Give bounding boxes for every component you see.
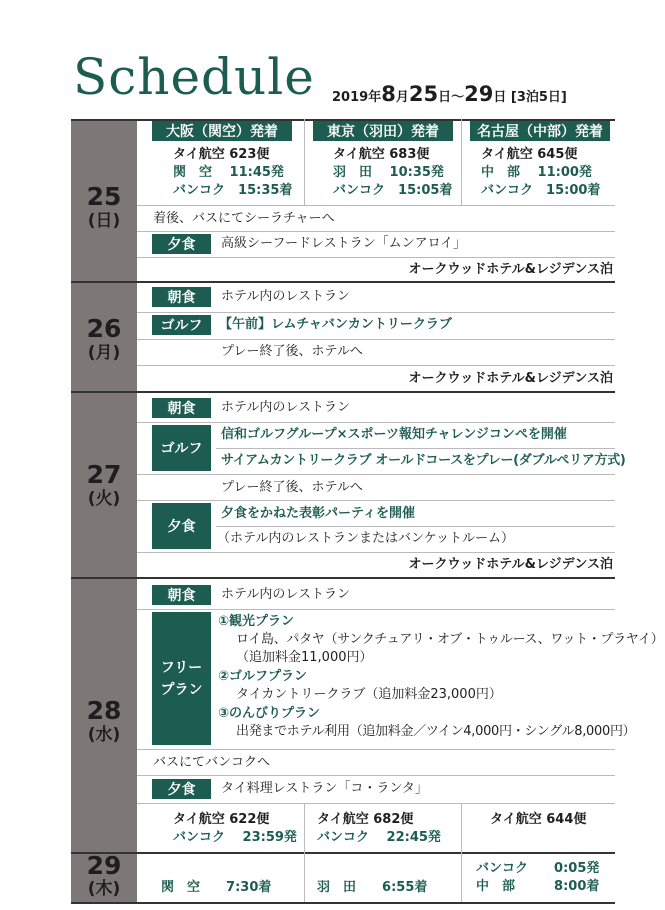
schedule-table: [71, 119, 664, 903]
dinner-venue: タイ料理レストラン「コ・ランタ」: [221, 781, 428, 796]
divider: [137, 749, 615, 750]
breakfast-tag: 朝食: [152, 585, 211, 605]
hotel-stay: オークウッドホテル&レジデンス泊: [408, 557, 613, 572]
day-25-weekday: (日): [87, 211, 121, 231]
dinner-event: 夕食をかねた表彰パーティを開催: [221, 506, 415, 521]
breakfast-tag: 朝食: [152, 398, 211, 418]
golf-course: サイアムカントリークラブ オールドコースをプレー(ダブルペリア方式): [221, 453, 626, 468]
flight-osaka: タイ航空 623便 関 空 11:45発 バンコク 15:35着: [173, 147, 293, 198]
divider: [71, 281, 615, 283]
divider: [71, 577, 615, 579]
day-28-number: 28: [86, 696, 122, 725]
dinner-tag: 夕食: [152, 503, 211, 549]
divider: [137, 231, 615, 232]
divider: [216, 448, 615, 449]
divider: [137, 474, 615, 475]
divider: [71, 902, 615, 904]
return-flight-osaka: タイ航空 622便 バンコク 23:59発: [173, 812, 297, 845]
divider: [304, 119, 305, 205]
dinner-venue: （ホテル内のレストランまたはバンケットルーム）: [217, 531, 515, 546]
divider: [137, 365, 615, 366]
divider: [137, 257, 615, 258]
departure-tokyo-tag: 東京（羽田）発着: [313, 121, 453, 141]
divider: [137, 339, 615, 340]
plan-1-detail: ロイ島、パタヤ（サンクチュアリ・オブ・トゥルース、ワット・プラヤイ）: [236, 632, 664, 647]
day-28-weekday: (水): [87, 725, 121, 745]
dinner-venue: 高級シーフードレストラン「ムンアロイ」: [221, 236, 467, 251]
plan-3-detail: 出発までホテル利用（追加料金／ツイン4,000円・シングル8,000円）: [236, 724, 636, 739]
arrival-chubu: バンコク 0:05発 中 部 8:00着: [476, 861, 600, 894]
divider: [137, 552, 615, 553]
hotel-stay: オークウッドホテル&レジデンス泊: [408, 262, 613, 277]
golf-tag: ゴルフ: [152, 315, 211, 335]
bus-note: バスにてバンコクへ: [153, 755, 271, 770]
dinner-tag: 夕食: [152, 234, 211, 254]
divider: [461, 803, 462, 902]
day-29-number: 29: [86, 851, 122, 880]
return-flight-tokyo: タイ航空 682便 バンコク 22:45発: [317, 812, 441, 845]
day-27-weekday: (火): [87, 489, 121, 509]
divider: [137, 609, 615, 610]
plan-1-title: ①観光プラン: [218, 614, 295, 629]
plan-3-title: ③のんびりプラン: [218, 706, 321, 721]
golf-tag: ゴルフ: [152, 425, 211, 471]
day-25-number: 25: [86, 182, 122, 211]
return-flight-nagoya: タイ航空 644便: [490, 812, 587, 827]
divider: [304, 803, 305, 902]
divider: [71, 391, 615, 393]
departure-osaka-tag: 大阪（関空）発着: [152, 121, 292, 141]
divider: [137, 422, 615, 423]
day-26-number: 26: [86, 314, 122, 343]
departure-nagoya-tag: 名古屋（中部）発着: [470, 121, 610, 141]
flight-nagoya: タイ航空 645便 中 部 11:00発 バンコク 15:00着: [481, 147, 601, 198]
arrival-note: 着後、バスにてシーラチャーへ: [153, 211, 335, 226]
day-29-weekday: (木): [87, 879, 121, 899]
plan-2-title: ②ゴルフプラン: [218, 669, 308, 684]
breakfast-venue: ホテル内のレストラン: [221, 289, 350, 304]
breakfast-tag: 朝食: [152, 287, 211, 307]
day-26-weekday: (月): [87, 343, 121, 363]
divider: [137, 803, 615, 804]
golf-course: 【午前】レムチャバンカントリークラブ: [219, 317, 452, 332]
after-play-note: プレー終了後、ホテルへ: [221, 480, 363, 495]
divider: [137, 500, 615, 501]
divider: [216, 526, 615, 527]
flight-tokyo: タイ航空 683便 羽 田 10:35発 バンコク 15:05着: [333, 147, 453, 198]
hotel-stay: オークウッドホテル&レジデンス泊: [408, 371, 613, 386]
divider: [71, 852, 615, 854]
date-range: 2019年8月25日～29日 [3泊5日]: [332, 82, 567, 106]
golf-event: 信和ゴルフグループ×スポーツ報知チャレンジコンペを開催: [221, 427, 567, 442]
free-plan-tag: フリー プラン: [152, 612, 211, 745]
divider: [137, 775, 615, 776]
page-title: Schedule: [73, 48, 315, 106]
breakfast-venue: ホテル内のレストラン: [221, 587, 350, 602]
divider: [461, 119, 462, 205]
dinner-tag: 夕食: [152, 779, 211, 799]
breakfast-venue: ホテル内のレストラン: [221, 400, 350, 415]
divider: [137, 312, 615, 313]
divider: [137, 205, 615, 206]
arrival-kansai: 関 空 7:30着: [161, 880, 272, 895]
day-27-number: 27: [86, 460, 122, 489]
after-play-note: プレー終了後、ホテルへ: [221, 344, 363, 359]
plan-2-detail: タイカントリークラブ（追加料金23,000円）: [236, 687, 502, 702]
plan-1-price: （追加料金11,000円）: [236, 650, 373, 665]
arrival-haneda: 羽 田 6:55着: [317, 880, 428, 895]
